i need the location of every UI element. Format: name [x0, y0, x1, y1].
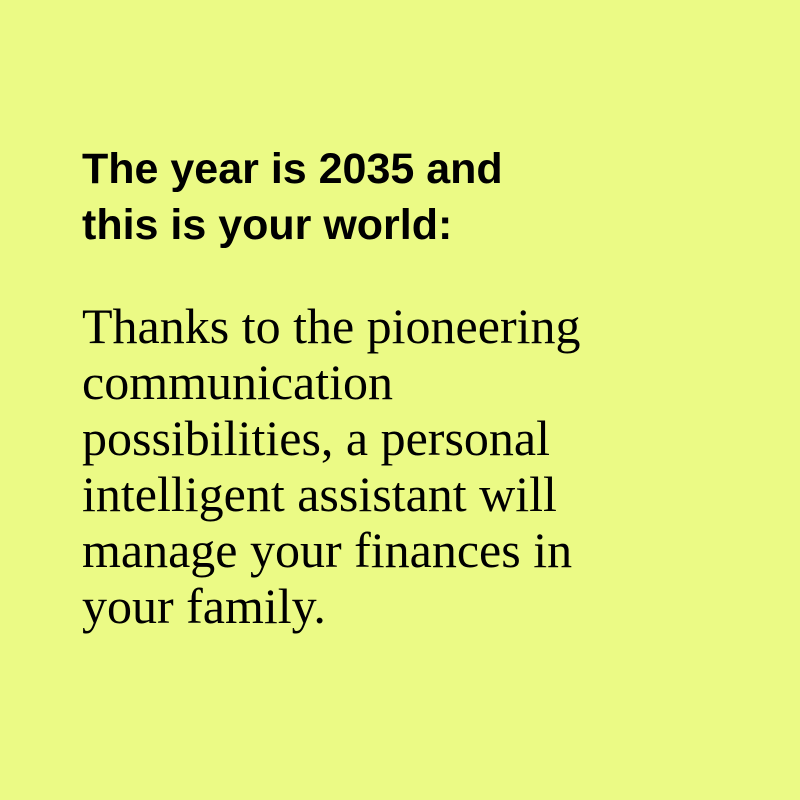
- body-line: communication: [82, 354, 394, 410]
- body-paragraph: [82, 298, 722, 634]
- body-line: possibilities, a personal: [82, 410, 550, 466]
- body-line: your family.: [82, 578, 326, 634]
- body-line: manage your finances in: [82, 522, 573, 578]
- headline-line: The year is 2035 and: [82, 145, 503, 193]
- headline: [82, 141, 722, 253]
- body-line: intelligent assistant will: [82, 466, 557, 522]
- headline-line: this is your world:: [82, 201, 453, 249]
- body-line: Thanks to the pioneering: [82, 298, 581, 354]
